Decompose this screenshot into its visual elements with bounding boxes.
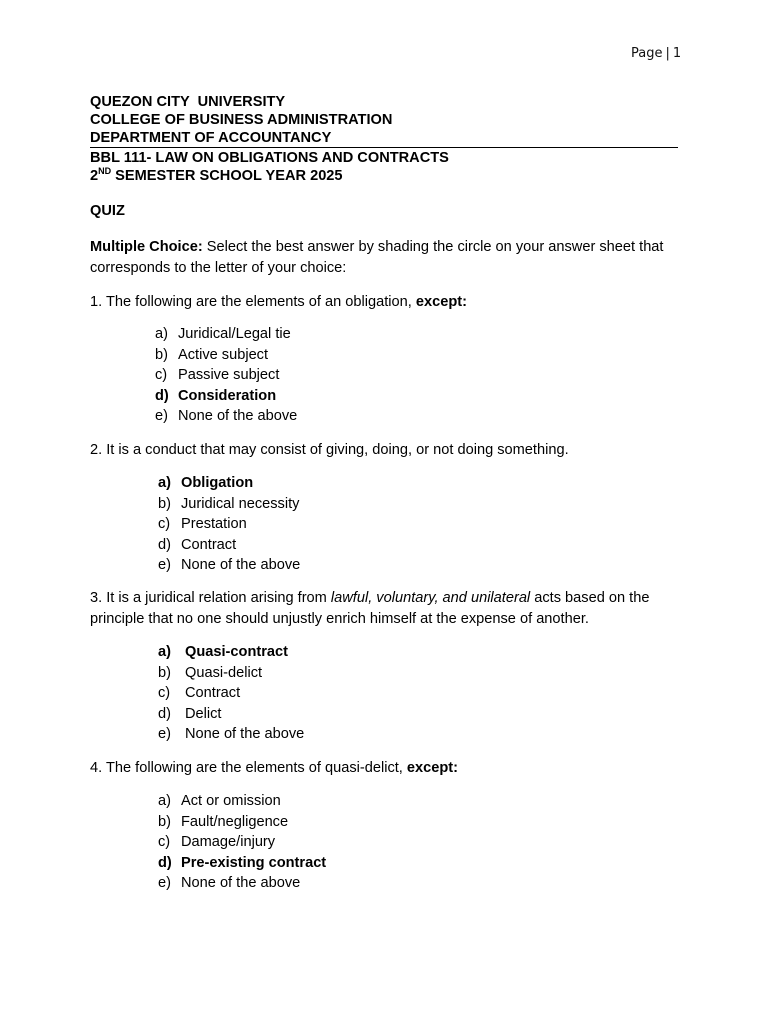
option-2b [158,494,300,515]
option-4d [158,853,326,874]
page-separator: | [665,46,670,61]
option-text: None of the above [181,875,301,891]
question-4-options [158,791,326,894]
option-letter: d) [158,536,171,553]
option-text: Prestation [181,516,247,532]
option-text: Quasi-contract [185,644,288,660]
question-3-italic: lawful, voluntary, and unilateral [330,590,531,606]
option-letter: e) [155,408,168,424]
quiz-title: QUIZ [90,203,125,219]
option-text: Contract [185,685,241,701]
option-letter: e) [158,875,171,891]
question-3-suffix: acts based on the principle that no one should unjustly enrich himself at the expense of another. [90,590,650,627]
instructions-text: Select the best answer by shading the circle on your answer sheet that corresponds to the letter of your choice: [90,239,664,276]
course-header [90,149,678,185]
semester-ordinal: ND [98,166,112,177]
option-text: Act or omission [181,793,281,809]
option-letter: c) [155,367,168,383]
question-4-emphasis: except: [406,760,459,776]
option-1d [155,386,297,407]
option-text: Delict [185,705,222,722]
option-letter: c) [158,516,171,532]
question-2-options [158,473,300,576]
semester-text: SEMESTER SCHOOL YEAR 2025 [111,168,343,184]
question-3 [90,588,680,630]
question-4-text: 4. The following are the elements of quasi-delict, [90,760,407,776]
option-text: Passive subject [178,367,280,383]
question-1-options [155,324,297,427]
option-letter: b) [158,495,171,512]
option-4a [158,791,326,812]
option-text: Juridical necessity [181,495,300,512]
option-text: Contract [181,536,237,553]
option-letter: c) [158,685,171,701]
semester-line [90,167,678,185]
option-1a [155,324,297,345]
option-letter: b) [158,813,171,830]
course-title: BBL 111- LAW ON OBLIGATIONS AND CONTRACTS [90,150,449,166]
question-1-emphasis: except: [415,294,467,310]
question-1-text: 1. The following are the elements of an obligation, [90,294,416,310]
option-1c [155,365,297,386]
option-text: Juridical/Legal tie [178,326,291,342]
option-3c [158,683,304,704]
option-letter: c) [158,834,171,850]
option-3d [158,704,304,725]
option-text: None of the above [181,557,301,573]
option-text: None of the above [185,726,305,742]
option-letter: a) [158,793,171,809]
option-text: Damage/injury [181,834,276,850]
option-3e [158,724,304,745]
university-name: QUEZON CITY UNIVERSITY [90,94,286,110]
option-letter: b) [155,346,168,363]
question-3-options [158,642,304,745]
document-header [90,93,678,147]
option-2a [158,473,300,494]
option-3a [158,642,304,663]
semester-number: 2 [90,168,99,184]
question-2: 2. It is a conduct that may consist of giving, doing, or not doing something. [90,442,569,458]
option-letter: d) [158,705,171,722]
header-divider [90,147,678,148]
option-1b [155,345,297,366]
option-text: None of the above [178,408,298,424]
option-2d [158,535,300,556]
option-text: Active subject [178,346,269,363]
option-1e [155,406,297,427]
option-letter: b) [158,664,171,681]
department-name: DEPARTMENT OF ACCOUNTANCY [90,130,332,146]
option-letter: a) [155,326,168,342]
option-letter: d) [155,387,169,404]
instructions [90,237,680,279]
question-4 [90,758,680,779]
college-name: COLLEGE OF BUSINESS ADMINISTRATION [90,112,393,128]
option-letter: e) [158,557,171,573]
page-number-value: 1 [672,46,682,61]
option-4e [158,873,326,894]
option-text: Consideration [178,387,277,404]
page-number [631,46,681,61]
option-letter: a) [158,475,171,491]
option-3b [158,663,304,684]
option-4b [158,812,326,833]
option-text: Quasi-delict [185,664,263,681]
option-2c [158,514,300,535]
option-text: Obligation [181,475,254,491]
option-letter: a) [158,644,171,660]
option-letter: d) [158,854,172,871]
question-3-prefix: 3. It is a juridical relation arising from [90,590,331,606]
option-text: Pre-existing contract [181,854,327,871]
option-4c [158,832,326,853]
option-2e [158,555,300,576]
question-1 [90,292,680,313]
option-letter: e) [158,726,171,742]
page-label: Page [631,46,663,61]
instructions-label: Multiple Choice: [90,239,203,255]
option-text: Fault/negligence [181,813,289,830]
